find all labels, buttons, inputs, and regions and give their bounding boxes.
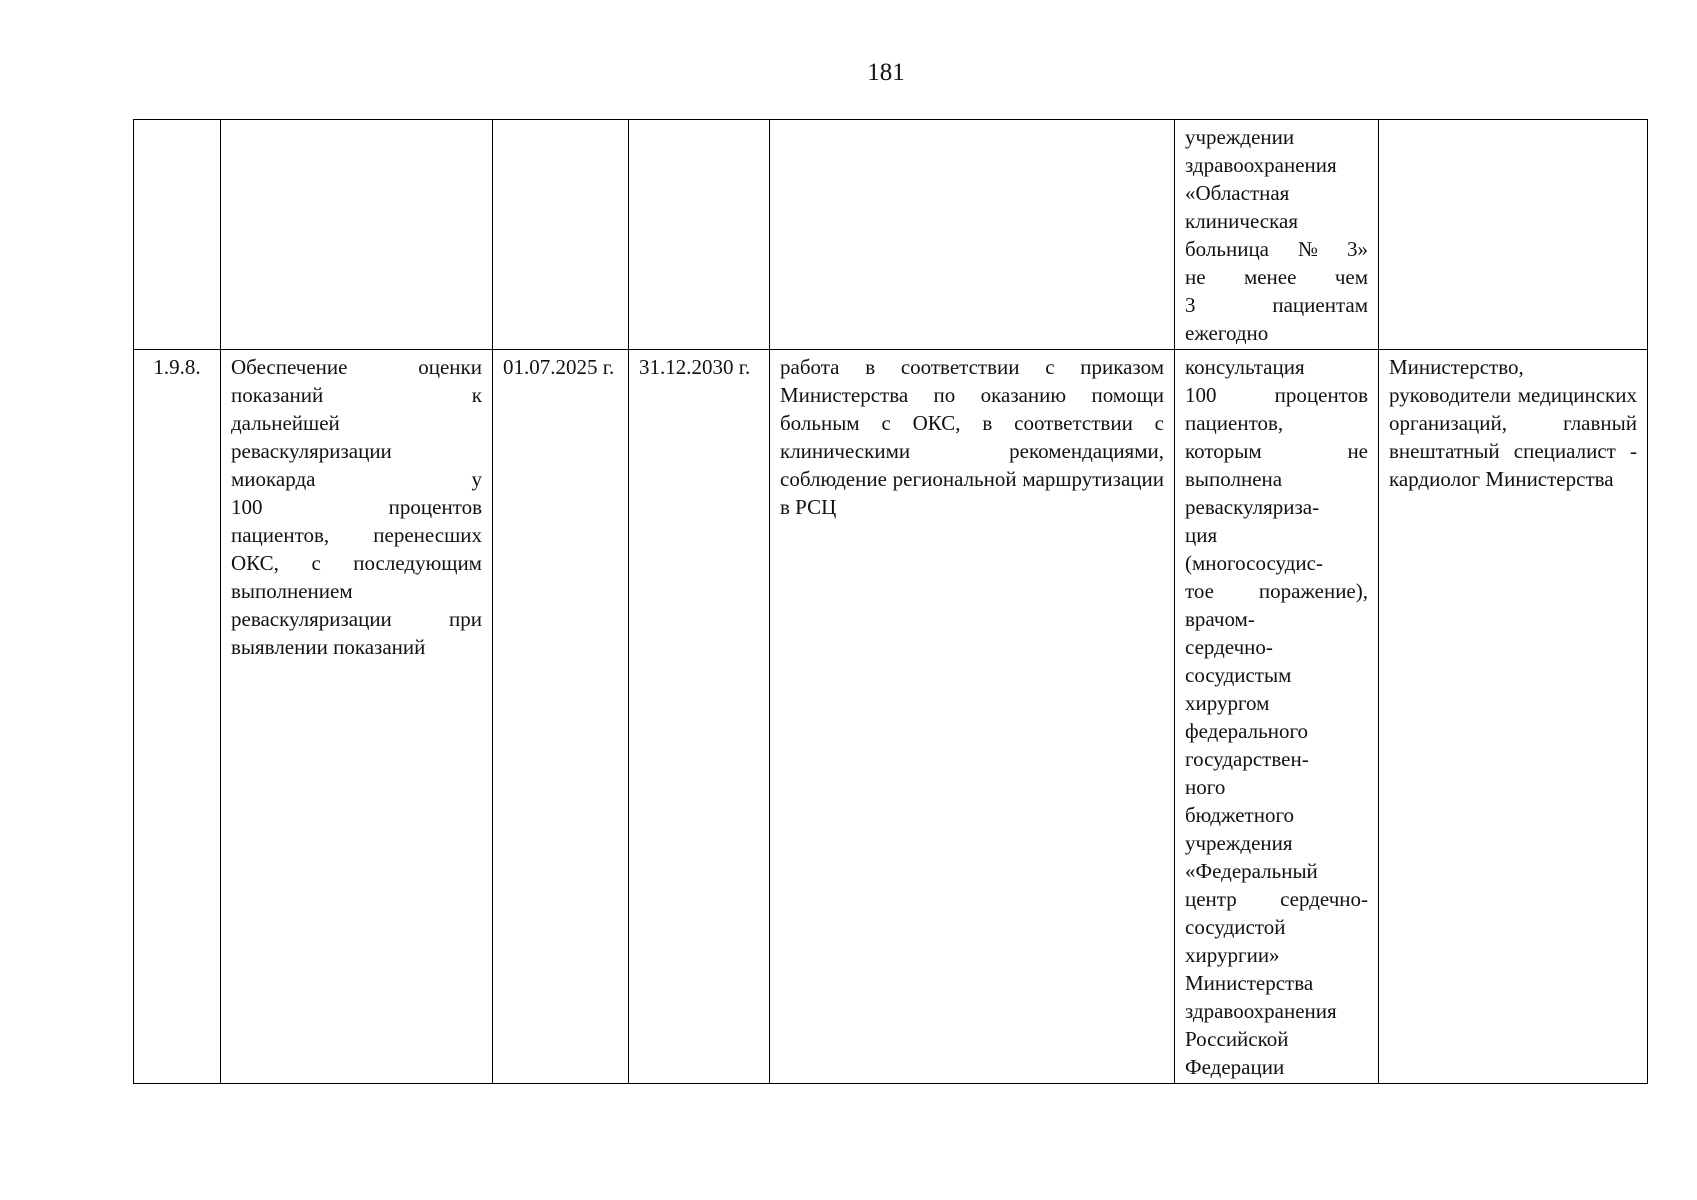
result-line: учреждении [1185, 125, 1295, 149]
result-line: клиническая [1185, 209, 1298, 233]
title-line-word: оценки [418, 355, 482, 379]
result-indicator [1175, 350, 1379, 1084]
result-line: ежегодно [1185, 321, 1269, 345]
result-line: выполнена [1185, 467, 1283, 491]
result-line-word: 3 [1185, 293, 1196, 317]
result-line: Министерства [1185, 971, 1314, 995]
cell-start-empty [493, 120, 629, 350]
result-line: сердечно- [1185, 635, 1273, 659]
result-line: Российской [1185, 1027, 1289, 1051]
result-line [1185, 437, 1368, 465]
result-line: консультация [1185, 355, 1305, 379]
title-line-word: 100 [231, 495, 263, 519]
result-line: (многососудис- [1185, 551, 1323, 575]
result-line-word: центр [1185, 887, 1237, 911]
result-line: врачом- [1185, 607, 1255, 631]
result-line: государствен- [1185, 747, 1309, 771]
title-line [231, 493, 482, 521]
result-line: Федерации [1185, 1055, 1285, 1079]
plan-table [133, 119, 1648, 1084]
result-line-word: менее [1243, 265, 1297, 289]
title-line-word: реваскуляризации [231, 607, 392, 631]
responsible-parties: Министерство, руководители медицинских организаций, главный внештатный специалист - кардиолог Министерства [1379, 350, 1648, 1084]
result-line-word: процентов [1274, 383, 1368, 407]
title-line-word: с [311, 551, 321, 575]
title-line [231, 381, 482, 409]
result-line [1185, 381, 1368, 409]
result-line: здравоохранения [1185, 999, 1337, 1023]
cell-title-empty [221, 120, 493, 350]
title-line: дальнейшей [231, 411, 340, 435]
result-line-word: 100 [1185, 383, 1217, 407]
result-line: федерального [1185, 719, 1309, 743]
title-line-word: перенесших [373, 523, 482, 547]
result-line: пациентов, [1185, 411, 1284, 435]
result-line-word: пациентам [1272, 293, 1368, 317]
title-line-word: пациентов, [231, 523, 330, 547]
result-line-word: сердечно- [1280, 887, 1368, 911]
row-number: 1.9.8. [134, 350, 221, 1084]
table-row-continued [134, 120, 1648, 350]
result-line-word: тое [1185, 579, 1214, 603]
mechanism-text: работа в соответствии с приказом Министерства по оказанию помощи больным с ОКС, в соответствии с клиническими рекомендациями, соблюдение региональной маршрутизации в РСЦ [770, 350, 1175, 1084]
page-number: 181 [867, 59, 905, 86]
title-line-word: последующим [353, 551, 482, 575]
cell-number-empty [134, 120, 221, 350]
result-line: реваскуляриза- [1185, 495, 1320, 519]
title-line [231, 605, 482, 633]
result-line-word: № [1297, 237, 1319, 261]
result-line: хирургом [1185, 691, 1270, 715]
title-line: реваскуляризации [231, 439, 392, 463]
result-line [1185, 291, 1368, 319]
result-line-word: которым [1185, 439, 1262, 463]
result-line-word: поражение), [1258, 579, 1368, 603]
title-line-word: Обеспечение [231, 355, 348, 379]
title-line: выявлении показаний [231, 635, 426, 659]
cell-mechanism-empty [770, 120, 1175, 350]
result-line: «Федеральный [1185, 859, 1318, 883]
event-title [221, 350, 493, 1084]
result-line-word: чем [1334, 265, 1368, 289]
start-date: 01.07.2025 г. [493, 350, 629, 1084]
end-date: 31.12.2030 г. [629, 350, 770, 1084]
result-line-word: больница [1185, 237, 1269, 261]
cell-result-continued [1175, 120, 1379, 350]
result-line [1185, 263, 1368, 291]
title-line [231, 549, 482, 577]
result-line-word: не [1347, 439, 1368, 463]
result-line: хирургии» [1185, 943, 1280, 967]
result-line-word: 3» [1346, 237, 1368, 261]
title-line-word: показаний [231, 383, 324, 407]
title-line-word: процентов [388, 495, 482, 519]
cell-end-empty [629, 120, 770, 350]
title-line-word: миокарда [231, 467, 316, 491]
title-line [231, 353, 482, 381]
result-line: сосудистым [1185, 663, 1292, 687]
result-line: ция [1185, 523, 1218, 547]
result-line: бюджетного [1185, 803, 1295, 827]
cell-responsible-empty [1379, 120, 1648, 350]
result-line-word: не [1185, 265, 1206, 289]
title-line-word: у [471, 467, 482, 491]
title-line: выполнением [231, 579, 353, 603]
title-line-word: при [449, 607, 482, 631]
result-line: сосудистой [1185, 915, 1286, 939]
title-line-word: к [471, 383, 482, 407]
result-line: учреждения [1185, 831, 1293, 855]
result-line [1185, 885, 1368, 913]
result-line: «Областная [1185, 181, 1290, 205]
result-line: ного [1185, 775, 1226, 799]
title-line-word: ОКС, [231, 551, 279, 575]
result-line: здравоохранения [1185, 153, 1337, 177]
title-line [231, 465, 482, 493]
result-line [1185, 235, 1368, 263]
result-line [1185, 577, 1368, 605]
title-line [231, 521, 482, 549]
table-row [134, 350, 1648, 1084]
